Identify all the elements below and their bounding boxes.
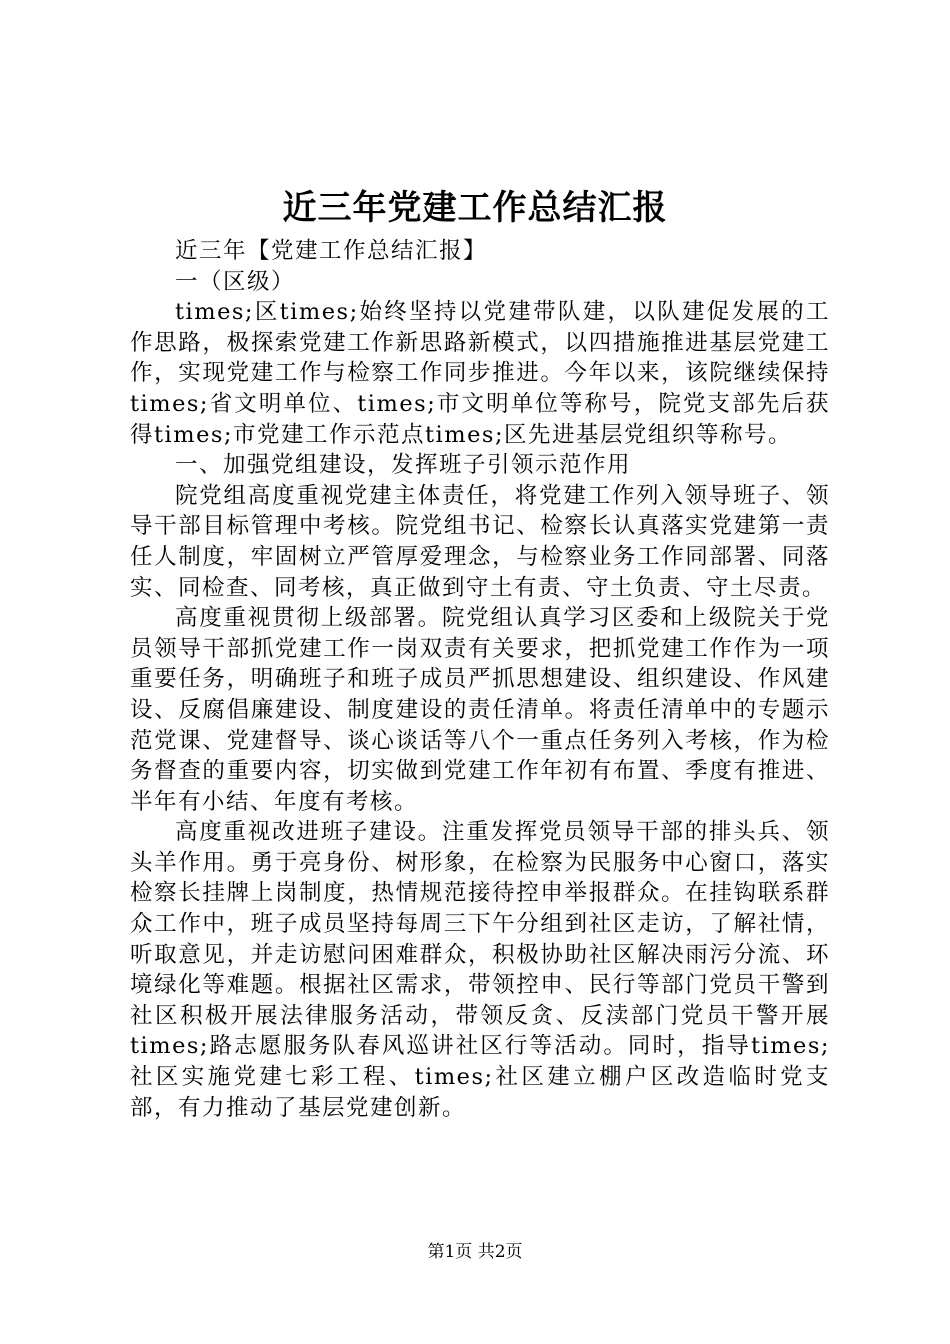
paragraph-subtitle: 近三年【党建工作总结汇报】 [175, 238, 488, 264]
paragraph: 院党组高度重视党建主体责任，将党建工作列入领导班子、领导干部目标管理中考核。院党组书记、检察长认真落实党建第一责任人制度，牢固树立严管厚爱理念，与检察业务工作同部署、同落实、同检查、同考核，真正做到守土有责、守土负责、守土尽责。 [130, 482, 830, 601]
section-heading: 一、加强党组建设，发挥班子引领示范作用 [175, 452, 632, 479]
paragraph: 高度重视改进班子建设。注重发挥党员领导干部的排头兵、领头羊作用。勇于亮身份、树形象，在检察为民服务中心窗口，落实检察长挂牌上岗制度，热情规范接待控申举报群众。在挂钩联系群众工作中，班子成员坚持每周三下午分组到社区走访，了解社情，听取意见，并走访慰问困难群众，积极协助社区解决雨污分流、环境绿化等难题。根据社区需求，带领控申、民行等部门党员干警到社区积极开展法律服务活动，带领反贪、反渎部门党员干警开展times;路志愿服务队春风巡讲社区行等活动。同时，指导times;社区实施党建七彩工程、times;社区建立棚户区改造临时党支部，有力推动了基层党建创新。 [130, 819, 830, 1121]
paragraph-intro: times;区times;始终坚持以党建带队建，以队建促发展的工作思路，极探索党建工作新思路新模式，以四措施推进基层党建工作，实现党建工作与检察工作同步推进。今年以来，该院继续保持times;省文明单位、times;市文明单位等称号，院党支部先后获得times;市党建工作示范点times;区先进基层党组织等称号。 [130, 299, 830, 448]
document-title: 近三年党建工作总结汇报 [282, 188, 668, 228]
page-number-footer: 第1页 共2页 [427, 1242, 523, 1262]
paragraph: 高度重视贯彻上级部署。院党组认真学习区委和上级院关于党员领导干部抓党建工作一岗双责有关要求，把抓党建工作作为一项重要任务，明确班子和班子成员严抓思想建设、组织建设、作风建设、反腐倡廉建设、制度建设的责任清单。将责任清单中的专题示范党课、党建督导、谈心谈话等八个一重点任务列入考核，作为检务督查的重要内容，切实做到党建工作年初有布置、季度有推进、半年有小结、年度有考核。 [130, 605, 830, 815]
paragraph-section-label: 一（区级） [175, 268, 296, 295]
document-body [130, 236, 830, 1123]
